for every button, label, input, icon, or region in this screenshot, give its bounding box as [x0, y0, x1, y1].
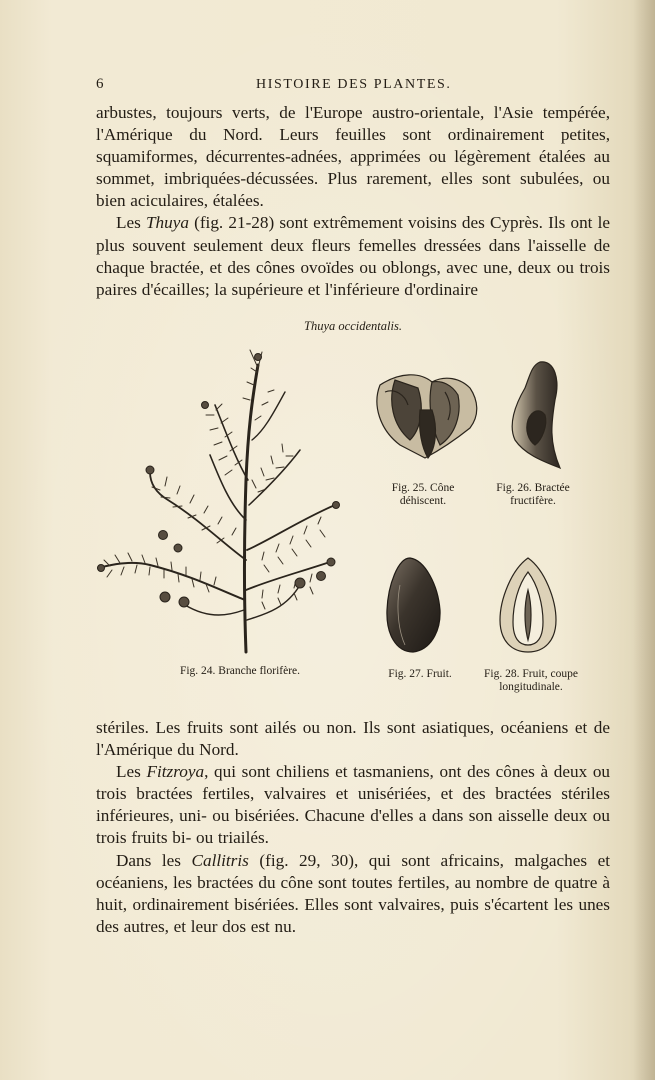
running-title: HISTOIRE DES PLANTES. — [256, 77, 452, 92]
genus-fitzroya: Fitzroya — [146, 762, 205, 782]
fig28-label-line2: longitudinale. — [499, 681, 563, 693]
text-block-bottom — [96, 717, 610, 938]
paragraph-fitzroya — [96, 761, 610, 849]
paragraph-1-text: arbustes, toujours verts, de l'Europe austro-orientale, l'Asie tempérée, l'Amérique du Nord. Leurs feuilles sont ordinairement petites, squamiformes, décurrentes-adnées, apprimées ou légèrement étalées au sommet, imbriquées-décussées. Plus rarement, elles sont subulées, ou bien aciculaires, étalées. — [96, 103, 610, 211]
fig26-label-line2: fructifère. — [510, 495, 556, 507]
paragraph-fitzroya-lead: Les — [116, 762, 147, 782]
fig25-label-line2: déhiscent. — [399, 495, 447, 507]
paragraph-steriles — [96, 717, 610, 761]
fig27-fruit-illustration — [387, 558, 440, 652]
paragraph-thuya-text: (fig. 21-28) sont extrêmement voisins des Cyprès. Ils ont le plus souvent seulement deux fleurs femelles dressées dans l'aisselle de chaque bractée, et des cônes ovoïdes ou oblongs, avec une, deux ou trois paires d'écailles; la supérieure et l'inférieure d'ordinaire — [96, 213, 611, 299]
genus-callitris: Callitris — [191, 850, 249, 870]
paragraph-callitris-text: (fig. 29, 30), qui sont africains, malgaches et océaniens, les bractées du cône sont toutes fertiles, au nombre de quatre à huit, ordinairement bisériées. Elles sont valvaires, puis s'écartent les unes des autres, et leur dos est nu. — [96, 850, 610, 936]
fig25-label — [368, 482, 478, 508]
fig28-label-line1: Fig. 28. Fruit, coupe — [484, 668, 578, 680]
fig26-label — [478, 482, 588, 508]
paragraph-callitris — [96, 850, 610, 938]
fig24-branch-illustration — [98, 350, 340, 652]
fig26-bract-illustration — [512, 362, 560, 468]
fig27-label: Fig. 27. Fruit. — [388, 668, 452, 680]
paragraph-callitris-lead: Dans les — [116, 850, 192, 870]
fig28-fruit-section-illustration — [500, 558, 556, 652]
paragraph-thuya-lead: Les — [116, 213, 146, 233]
fig26-label-line1: Fig. 26. Bractée — [496, 482, 570, 494]
figure-caption: Thuya occidentalis. — [304, 319, 402, 333]
fig25-label-line1: Fig. 25. Cône — [391, 482, 455, 494]
paragraph-fitzroya-text: , qui sont chiliens et tasmaniens, ont des cônes à deux ou trois bractées fertiles, valvaires et unisériées, et des bractées stériles inférieures, uni- ou bisériées. Chacune d'elles a dans son aisselle deux ou trois fruits bi- ou triailés. — [96, 762, 611, 848]
page-number: 6 — [96, 76, 104, 92]
fig24-label: Fig. 24. Branche florifère. — [179, 665, 301, 677]
genus-thuya: Thuya — [145, 213, 189, 233]
fig25-cone-illustration — [377, 375, 477, 458]
paragraph-steriles-text: stériles. Les fruits sont ailés ou non. Ils sont asiatiques, océaniens et de l'Amérique du Nord. — [96, 718, 610, 760]
fig28-label — [466, 668, 596, 694]
